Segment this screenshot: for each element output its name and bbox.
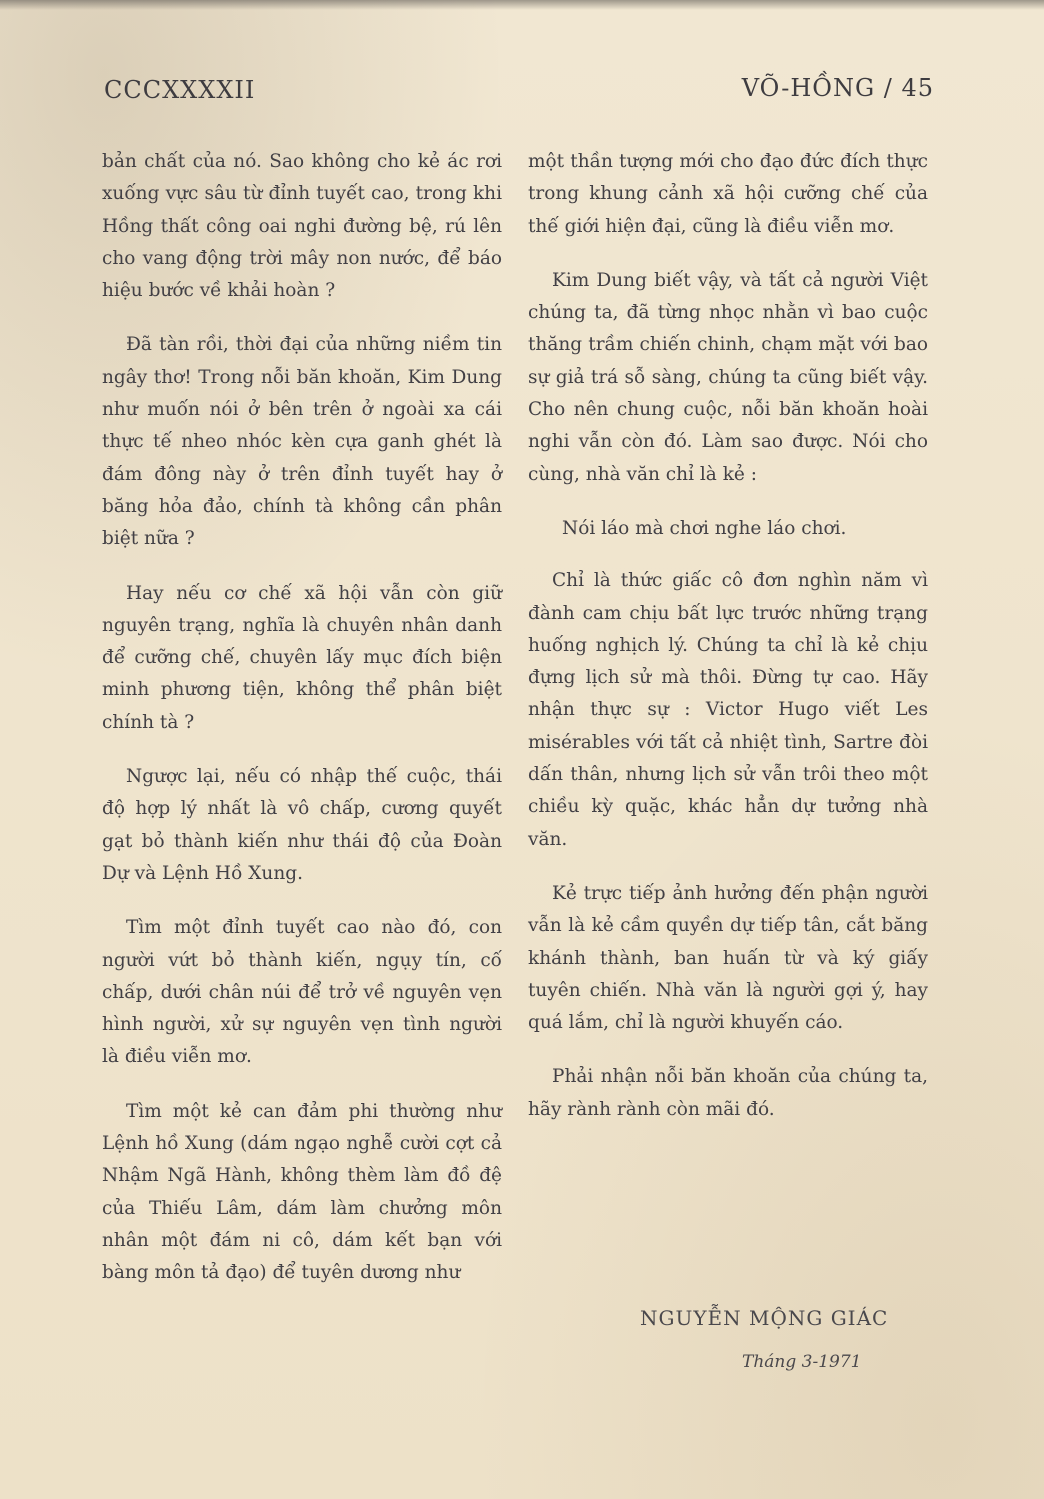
paragraph: Phải nhận nỗi băn khoăn của chúng ta, hãy rành rành còn mãi đó. (528, 1066, 928, 1120)
text-column-right (528, 146, 928, 1148)
paragraph: Kẻ trực tiếp ảnh hưởng đến phận người vẫn là kẻ cầm quyền dự tiếp tân, cắt băng khánh thành, ban huấn từ và ký giấy tuyên chiến. Nhà văn là người gợi ý, hay quá lắm, chỉ là người khuyến cáo. (528, 882, 928, 1034)
page-header-author-page-number: VÕ-HỒNG / 45 (741, 74, 934, 102)
text-column-left (102, 146, 502, 1312)
paragraph: Đã tàn rồi, thời đại của những niềm tin ngây thơ! Trong nỗi băn khoăn, Kim Dung như muốn nói ở bên trên ở ngoài xa cái thực tế nheo nhóc kèn cựa ganh ghét là đám đông này ở trên đỉnh tuyết hay ở băng hỏa đảo, chính tà không cần phân biệt nữa ? (102, 334, 502, 550)
signature-date: Tháng 3-1971 (742, 1352, 862, 1372)
author-signature: NGUYỄN MỘNG GIÁC (640, 1306, 889, 1330)
paragraph: Kim Dung biết vậy, và tất cả người Việt chúng ta, đã từng nhọc nhằn vì bao cuộc thăng trầm chiến chinh, chạm mặt với bao sự giả trá sỗ sàng, chúng ta cũng biết vậy. Cho nên chung cuộc, nỗi băn khoăn hoài nghi vẫn còn đó. Làm sao được. Nói cho cùng, nhà văn chỉ là kẻ : (528, 269, 928, 485)
page-top-edge (0, 0, 1044, 10)
quoted-verse: Nói láo mà chơi nghe láo chơi. (562, 517, 847, 539)
paragraph: Tìm một đỉnh tuyết cao nào đó, con người vứt bỏ thành kiến, ngụy tín, cố chấp, dưới chân núi để trở về nguyên vẹn hình người, xử sự nguyên vẹn tình người là điều viễn mơ. (102, 917, 502, 1068)
paragraph: Chỉ là thức giấc cô đơn nghìn năm vì đành cam chịu bất lực trước những trạng huống nghịch lý. Chúng ta chỉ là kẻ chịu đựng lịch sử mà thôi. Đừng tự cao. Hãy nhận thực sự : Victor Hugo viết Les misérables với tất cả nhiệt tình, Sartre đòi dấn thân, nhưng lịch sử vẫn trôi theo một chiều kỳ quặc, khác hẳn dự tưởng nhà văn. (528, 570, 928, 850)
page-header-section-number: CCCXXXXII (104, 76, 256, 104)
paragraph: một thần tượng mới cho đạo đức đích thực trong khung cảnh xã hội cưỡng chế của thế giới hiện đại, cũng là điều viễn mơ. (528, 151, 928, 237)
paragraph: Ngược lại, nếu có nhập thế cuộc, thái độ hợp lý nhất là vô chấp, cương quyết gạt bỏ thành kiến như thái độ của Đoàn Dự và Lệnh Hồ Xung. (102, 766, 502, 884)
paragraph: bản chất của nó. Sao không cho kẻ ác rơi xuống vực sâu từ đỉnh tuyết cao, trong khi Hồng thất công oai nghi đường bệ, rú lên cho vang động trời mây non nước, để báo hiệu bước về khải hoàn ? (102, 151, 502, 302)
paragraph: Hay nếu cơ chế xã hội vẫn còn giữ nguyên trạng, nghĩa là chuyên nhân danh để cưỡng chế, chuyên lấy mục đích biện minh phương tiện, không thể phân biệt chính tà ? (102, 582, 502, 733)
paragraph: Tìm một kẻ can đảm phi thường như Lệnh hồ Xung (dám ngạo nghễ cười cợt cả Nhậm Ngã Hành, không thèm làm đồ đệ của Thiếu Lâm, dám làm chưởng môn nhân một đám ni cô, dám kết bạn với bàng môn tả đạo) để tuyên dương như (102, 1100, 502, 1284)
